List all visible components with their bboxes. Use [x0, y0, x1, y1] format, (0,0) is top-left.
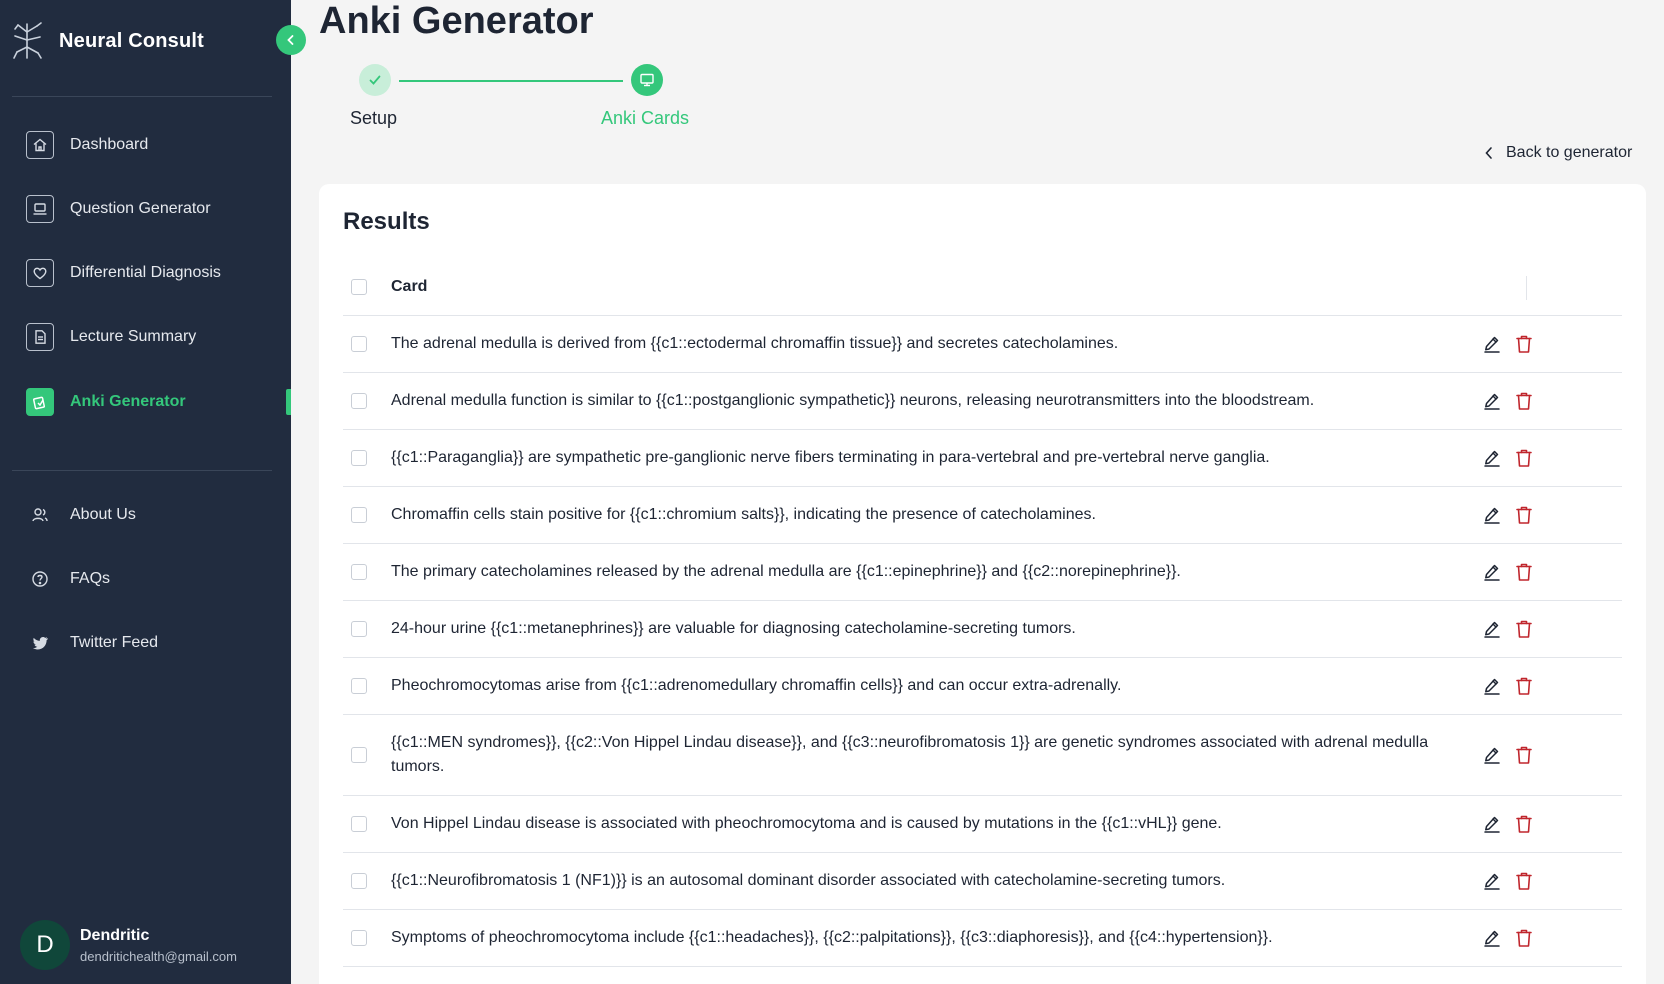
step-setup-indicator[interactable]	[359, 64, 391, 96]
table-row	[343, 910, 1622, 967]
card-text: {{c1::Paraganglia}} are sympathetic pre-ganglionic nerve fibers terminating in para-vertebral and pre-vertebral nerve ganglia.	[391, 449, 1270, 466]
trash-icon[interactable]	[1513, 390, 1535, 412]
row-actions	[1481, 504, 1535, 526]
sidebar-item-lecture-summary[interactable]	[26, 321, 196, 353]
user-profile[interactable]	[20, 920, 237, 970]
home-icon	[26, 131, 54, 159]
card-text: Symptoms of pheochromocytoma include {{c1::headaches}}, {{c2::palpitations}}, {{c3::diaphoresis}}, and {{c4::hypertension}}.	[391, 929, 1273, 946]
row-actions	[1481, 618, 1535, 640]
select-all-checkbox[interactable]	[351, 279, 367, 295]
results-title: Results	[343, 208, 430, 235]
trash-icon[interactable]	[1513, 927, 1535, 949]
table-row	[343, 430, 1622, 487]
avatar: D	[20, 920, 70, 970]
card-text: 24-hour urine {{c1::metanephrines}} are valuable for diagnosing catecholamine-secreting tumors.	[391, 620, 1076, 637]
row-actions	[1481, 447, 1535, 469]
table-row	[343, 796, 1622, 853]
sidebar-item-label: About Us	[70, 506, 136, 523]
column-divider	[1526, 276, 1527, 300]
row-checkbox[interactable]	[351, 621, 367, 637]
sidebar-item-label: Dashboard	[70, 136, 149, 153]
twitter-icon	[26, 629, 54, 657]
sidebar-item-twitter-feed[interactable]	[26, 627, 158, 659]
edit-icon[interactable]	[1481, 504, 1503, 526]
edit-icon[interactable]	[1481, 561, 1503, 583]
question-icon	[26, 565, 54, 593]
cards-table	[343, 258, 1622, 967]
column-header-card: Card	[391, 277, 428, 295]
sidebar-item-label: Twitter Feed	[70, 634, 159, 651]
monitor-icon	[639, 72, 655, 88]
back-link-label: Back to generator	[1506, 144, 1633, 161]
table-body	[343, 316, 1622, 967]
row-checkbox[interactable]	[351, 336, 367, 352]
stepper-connector	[399, 80, 623, 82]
edit-icon[interactable]	[1481, 927, 1503, 949]
heart-icon	[26, 259, 54, 287]
sidebar-divider	[12, 470, 272, 471]
row-actions	[1481, 675, 1535, 697]
page-title: Anki Generator	[319, 0, 594, 42]
row-actions	[1481, 927, 1535, 949]
row-checkbox[interactable]	[351, 873, 367, 889]
card-text: Pheochromocytomas arise from {{c1::adrenomedullary chromaffin cells}} and can occur extra-adrenally.	[391, 677, 1122, 694]
trash-icon[interactable]	[1513, 447, 1535, 469]
step-setup-label: Setup	[350, 108, 398, 128]
card-text: Chromaffin cells stain positive for {{c1::chromium salts}}, indicating the presence of catecholamines.	[391, 506, 1096, 523]
row-checkbox[interactable]	[351, 747, 367, 763]
laptop-icon	[26, 195, 54, 223]
table-header	[343, 258, 1622, 316]
brand[interactable]	[10, 20, 204, 62]
sidebar-item-differential-diagnosis[interactable]	[26, 257, 221, 289]
user-email: dendritichealth@gmail.com	[80, 948, 237, 964]
people-icon	[26, 501, 54, 529]
edit-icon[interactable]	[1481, 813, 1503, 835]
row-checkbox[interactable]	[351, 450, 367, 466]
user-name: Dendritic	[80, 926, 150, 944]
row-actions	[1481, 561, 1535, 583]
table-row	[343, 853, 1622, 910]
card-text: Adrenal medulla function is similar to {{c1::postganglionic sympathetic}} neurons, releasing neurotransmitters into the bloodstream.	[391, 392, 1315, 409]
edit-icon[interactable]	[1481, 870, 1503, 892]
card-text: The primary catecholamines released by the adrenal medulla are {{c1::epinephrine}} and {{c2::norepinephrine}}.	[391, 563, 1181, 580]
sidebar-item-label: Lecture Summary	[70, 328, 197, 345]
edit-icon[interactable]	[1481, 447, 1503, 469]
row-checkbox[interactable]	[351, 507, 367, 523]
sidebar-item-dashboard[interactable]	[26, 129, 148, 161]
sidebar-item-label: Question Generator	[70, 200, 211, 217]
sidebar-item-faqs[interactable]	[26, 563, 110, 595]
table-row	[343, 316, 1622, 373]
table-row	[343, 715, 1622, 796]
row-checkbox[interactable]	[351, 816, 367, 832]
table-row	[343, 373, 1622, 430]
active-indicator	[286, 389, 291, 415]
row-actions	[1481, 870, 1535, 892]
results-panel	[319, 184, 1646, 984]
trash-icon[interactable]	[1513, 813, 1535, 835]
neural-logo-icon	[10, 20, 44, 62]
sidebar-item-label: Differential Diagnosis	[70, 264, 221, 281]
row-checkbox[interactable]	[351, 678, 367, 694]
trash-icon[interactable]	[1513, 333, 1535, 355]
card-text: The adrenal medulla is derived from {{c1::ectodermal chromaffin tissue}} and secretes catecholamines.	[391, 335, 1119, 352]
trash-icon[interactable]	[1513, 675, 1535, 697]
back-to-generator-link[interactable]	[1484, 144, 1632, 162]
edit-icon[interactable]	[1481, 618, 1503, 640]
row-actions	[1481, 333, 1535, 355]
table-row	[343, 601, 1622, 658]
edit-icon[interactable]	[1481, 390, 1503, 412]
check-icon	[368, 73, 382, 87]
step-anki-cards-label: Anki Cards	[601, 108, 690, 128]
table-row	[343, 544, 1622, 601]
trash-icon[interactable]	[1513, 618, 1535, 640]
card-text: Von Hippel Lindau disease is associated with pheochromocytoma and is caused by mutations in the {{c1::vHL}} gene.	[391, 815, 1222, 832]
sidebar-item-label: FAQs	[70, 570, 111, 587]
edit-icon[interactable]	[1481, 333, 1503, 355]
document-icon	[26, 323, 54, 351]
sidebar-item-question-generator[interactable]	[26, 193, 211, 225]
trash-icon[interactable]	[1513, 504, 1535, 526]
sidebar	[0, 0, 291, 984]
sidebar-item-label: Anki Generator	[70, 393, 186, 410]
app-name: Neural Consult	[59, 29, 205, 52]
sidebar-divider	[12, 96, 272, 97]
card-icon	[26, 388, 54, 416]
row-checkbox[interactable]	[351, 393, 367, 409]
row-actions	[1481, 813, 1535, 835]
trash-icon[interactable]	[1513, 744, 1535, 766]
edit-icon[interactable]	[1481, 675, 1503, 697]
collapse-sidebar-button[interactable]	[276, 25, 306, 55]
row-actions	[1481, 744, 1535, 766]
trash-icon[interactable]	[1513, 561, 1535, 583]
sidebar-item-anki-generator[interactable]	[26, 386, 186, 418]
row-actions	[1481, 390, 1535, 412]
table-row	[343, 487, 1622, 544]
step-anki-cards-indicator[interactable]	[631, 64, 663, 96]
table-row	[343, 658, 1622, 715]
edit-icon[interactable]	[1481, 744, 1503, 766]
chevron-left-icon	[285, 34, 297, 46]
trash-icon[interactable]	[1513, 870, 1535, 892]
card-text: {{c1::MEN syndromes}}, {{c2::Von Hippel Lindau disease}}, and {{c3::neurofibromatosis 1}} are genetic syndromes associated with adrenal medulla tumors.	[391, 734, 1429, 775]
chevron-left-icon	[1484, 146, 1494, 160]
card-text: {{c1::Neurofibromatosis 1 (NF1)}} is an autosomal dominant disorder associated with catecholamine-secreting tumors.	[391, 872, 1226, 889]
sidebar-item-about-us[interactable]	[26, 499, 136, 531]
row-checkbox[interactable]	[351, 564, 367, 580]
row-checkbox[interactable]	[351, 930, 367, 946]
